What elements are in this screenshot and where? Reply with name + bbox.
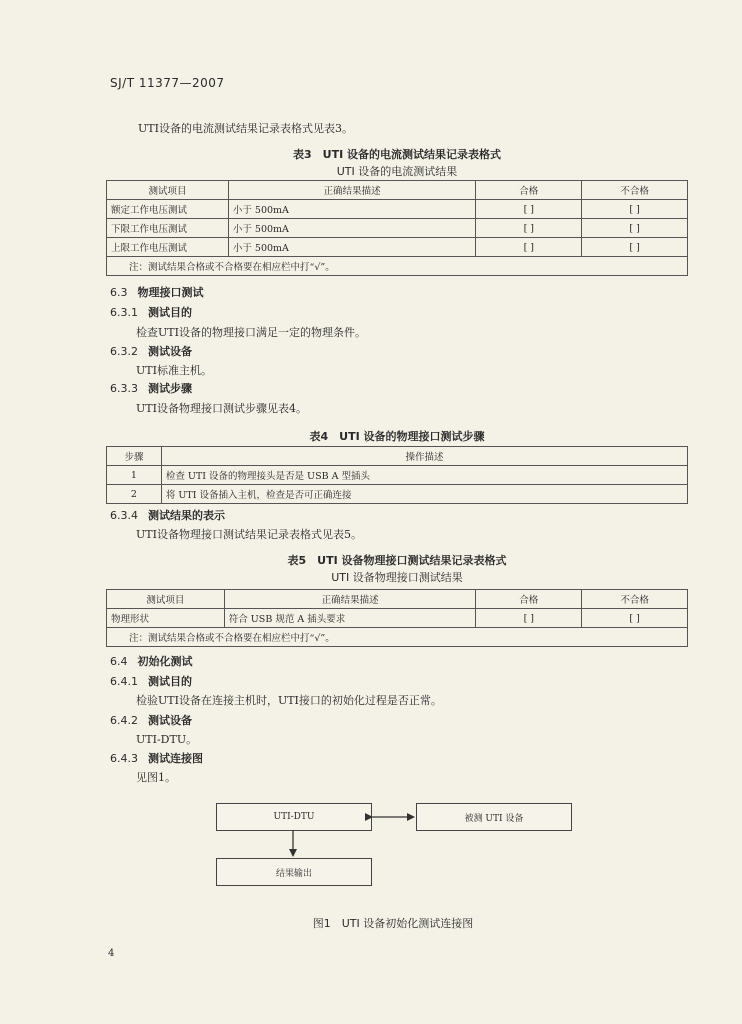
table5-header-cell: 测试项目 bbox=[107, 590, 225, 609]
table3-header-cell: 测试项目 bbox=[107, 181, 229, 200]
table5-header-cell: 合格 bbox=[476, 590, 582, 609]
table5-note: 注：测试结果合格或不合格要在相应栏中打“√”。 bbox=[107, 628, 688, 647]
step-number: 2 bbox=[107, 485, 162, 504]
table4-header-cell: 操作描述 bbox=[161, 447, 687, 466]
paragraph-6-4-1: 检验UTI设备在连接主机时，UTI接口的初始化过程是否正常。 bbox=[136, 694, 442, 707]
pass-checkbox: [ ] bbox=[476, 609, 582, 628]
table3-header-cell: 合格 bbox=[476, 181, 582, 200]
table5-subtitle: UTI 设备物理接口测试结果 bbox=[331, 571, 463, 584]
section-number: 6.4 bbox=[110, 655, 128, 668]
section-title: 测试设备 bbox=[148, 714, 192, 727]
table5-caption: 表5 UTI 设备物理接口测试结果记录表格式 bbox=[287, 554, 507, 567]
step-description: 将 UTI 设备插入主机，检查是否可正确连接 bbox=[161, 485, 687, 504]
table-cell: 额定工作电压测试 bbox=[107, 200, 229, 219]
section-title: 测试结果的表示 bbox=[148, 509, 225, 522]
table-cell: 下限工作电压测试 bbox=[107, 219, 229, 238]
standard-header: SJ/T 11377—2007 bbox=[110, 76, 225, 90]
page-number: 4 bbox=[108, 948, 115, 959]
table5-header-cell: 正确结果描述 bbox=[224, 590, 476, 609]
section-title: 测试步骤 bbox=[148, 382, 192, 395]
section-number: 6.3.1 bbox=[110, 306, 138, 319]
fail-checkbox: [ ] bbox=[582, 609, 688, 628]
intro-table3: UTI设备的电流测试结果记录表格式见表3。 bbox=[138, 122, 353, 135]
table5-header-cell: 不合格 bbox=[582, 590, 688, 609]
section-number: 6.4.1 bbox=[110, 675, 138, 688]
section-title: 物理接口测试 bbox=[137, 286, 204, 299]
table3-note: 注：测试结果合格或不合格要在相应栏中打“√”。 bbox=[107, 257, 688, 276]
pass-checkbox: [ ] bbox=[476, 219, 582, 238]
table-cell: 小于 500mA bbox=[228, 219, 476, 238]
fail-checkbox: [ ] bbox=[582, 238, 688, 257]
figure1-caption: 图1 UTI 设备初始化测试连接图 bbox=[312, 917, 474, 930]
section-title: 测试目的 bbox=[148, 306, 192, 319]
table-cell: 上限工作电压测试 bbox=[107, 238, 229, 257]
step-description: 检查 UTI 设备的物理接头是否是 USB A 型插头 bbox=[161, 466, 687, 485]
section-number: 6.4.2 bbox=[110, 714, 138, 727]
section-number: 6.3.2 bbox=[110, 345, 138, 358]
table3-header-cell: 不合格 bbox=[582, 181, 688, 200]
paragraph-6-4-2: UTI-DTU。 bbox=[136, 733, 198, 746]
paragraph-6-3-2: UTI标准主机。 bbox=[136, 364, 212, 377]
section-title: 测试设备 bbox=[148, 345, 192, 358]
paragraph-6-3-1: 检查UTI设备的物理接口满足一定的物理条件。 bbox=[136, 326, 366, 339]
pass-checkbox: [ ] bbox=[476, 200, 582, 219]
section-title: 测试目的 bbox=[148, 675, 192, 688]
section-number: 6.3.3 bbox=[110, 382, 138, 395]
pass-checkbox: [ ] bbox=[476, 238, 582, 257]
table-cell: 符合 USB 规范 A 插头要求 bbox=[224, 609, 476, 628]
device-under-test-box: 被测 UTI 设备 bbox=[416, 803, 572, 831]
table-cell: 小于 500mA bbox=[228, 200, 476, 219]
section-title: 初始化测试 bbox=[137, 655, 193, 668]
section-title: 测试连接图 bbox=[148, 752, 203, 765]
step-number: 1 bbox=[107, 466, 162, 485]
paragraph-6-3-3: UTI设备物理接口测试步骤见表4。 bbox=[136, 402, 307, 415]
fail-checkbox: [ ] bbox=[582, 219, 688, 238]
result-output-box: 结果输出 bbox=[216, 858, 372, 886]
table3-subtitle: UTI 设备的电流测试结果 bbox=[336, 165, 458, 178]
table4-caption: 表4 UTI 设备的物理接口测试步骤 bbox=[309, 430, 485, 443]
fail-checkbox: [ ] bbox=[582, 200, 688, 219]
section-number: 6.3.4 bbox=[110, 509, 138, 522]
uti-dtu-box: UTI-DTU bbox=[216, 803, 372, 831]
section-number: 6.3 bbox=[110, 286, 128, 299]
paragraph-6-4-3: 见图1。 bbox=[136, 771, 176, 784]
section-number: 6.4.3 bbox=[110, 752, 138, 765]
table3-header-cell: 正确结果描述 bbox=[228, 181, 476, 200]
table4-header-cell: 步骤 bbox=[107, 447, 162, 466]
table3-caption: 表3 UTI 设备的电流测试结果记录表格式 bbox=[292, 148, 501, 161]
table-cell: 小于 500mA bbox=[228, 238, 476, 257]
table-cell: 物理形状 bbox=[107, 609, 225, 628]
paragraph-6-3-4: UTI设备物理接口测试结果记录表格式见表5。 bbox=[136, 528, 362, 541]
